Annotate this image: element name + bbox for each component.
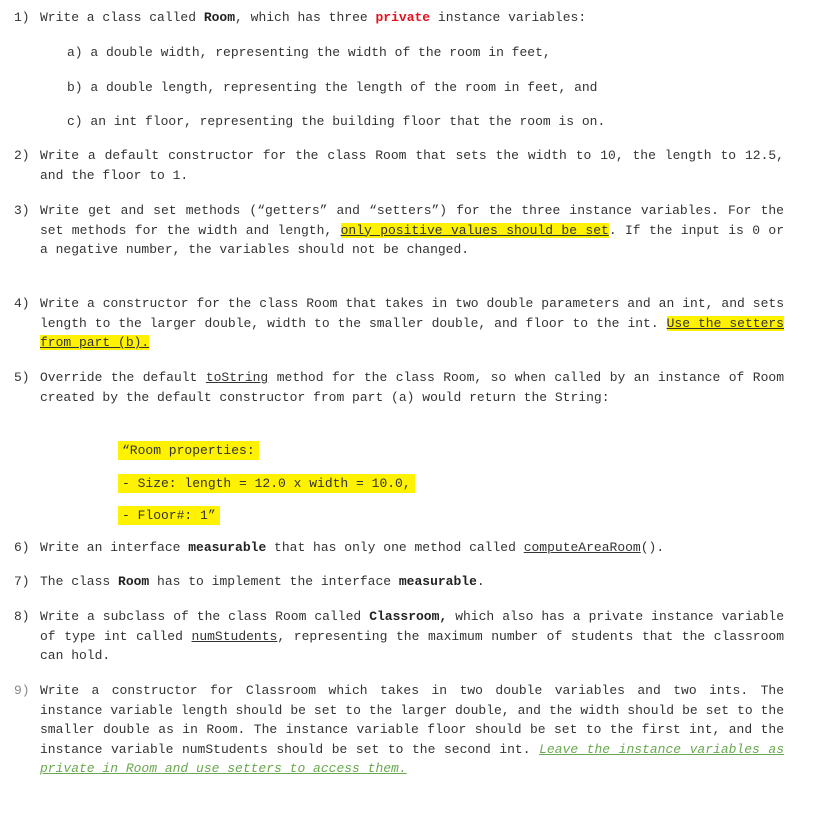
class-name-room: Room bbox=[118, 574, 150, 589]
q6-text-mid: that has only one method called bbox=[266, 540, 524, 555]
output-line-2: - Size: length = 12.0 x width = 10.0, bbox=[118, 474, 415, 493]
q3-text-pre: Write get and set methods (“getters” and “setters”) for the three instance variables. For the set methods for the width and length, bbox=[40, 203, 784, 238]
question-number: 8) bbox=[14, 609, 30, 624]
question-number: 2) bbox=[14, 148, 30, 163]
q3-text-post: . If the input is 0 or a negative number, the variables should not be changed. bbox=[40, 222, 784, 258]
q2-text: Write a default constructor for the class Room that sets the width to 10, the length to 12.5, and the floor to 1. bbox=[40, 148, 784, 183]
question-7 bbox=[14, 572, 784, 592]
question-9 bbox=[14, 681, 784, 779]
question-2 bbox=[14, 146, 784, 185]
highlight-positive-values: only positive values should be set bbox=[340, 222, 609, 238]
q1-text-pre: Write a class called bbox=[40, 10, 204, 25]
question-4 bbox=[14, 294, 784, 353]
question-number: 1) bbox=[14, 10, 30, 25]
question-1a: a) a double width, representing the width of the room in feet, bbox=[67, 45, 551, 60]
q5-text-post: method for the class Room, so when called by an instance of Room created by the default constructor from part (a) would return the String: bbox=[40, 370, 784, 405]
q6-text-pre: Write an interface bbox=[40, 540, 189, 555]
q8-text-post: , representing the maximum number of students that the classroom can hold. bbox=[40, 628, 785, 664]
private-keyword: private bbox=[375, 10, 431, 25]
question-1b: b) a double length, representing the length of the room in feet, and bbox=[67, 80, 598, 95]
q9-text-pre: Write a constructor for Classroom which takes in two double variables and two ints. The instance variable length should be set to the larger double, and the width should be set to the smaller double as in Room. The instance variable floor should be set to the first int, and the instance variable numStudents should be set to the second int. bbox=[40, 683, 784, 757]
highlight-use-setters: Use the setters from part (b). bbox=[40, 315, 784, 351]
class-name-room: Room bbox=[203, 10, 236, 25]
output-line-1: “Room properties: bbox=[118, 441, 259, 460]
class-name-classroom: Classroom, bbox=[369, 609, 448, 624]
q1-text-post: instance variables: bbox=[430, 10, 587, 25]
question-number: 4) bbox=[14, 296, 30, 311]
question-8 bbox=[14, 607, 784, 666]
q1-text-mid: , which has three bbox=[235, 10, 376, 25]
output-line-3: - Floor#: 1” bbox=[118, 506, 220, 525]
q7-text-mid: has to implement the interface bbox=[149, 574, 399, 589]
question-number: 3) bbox=[14, 203, 30, 218]
question-6 bbox=[14, 538, 784, 558]
q6-text-post: (). bbox=[640, 540, 665, 555]
q8-text-mid: which also has a private instance variable of type int called bbox=[40, 609, 784, 644]
question-number: 7) bbox=[14, 574, 30, 589]
q7-text-pre: The class bbox=[40, 574, 119, 589]
interface-measurable: measurable bbox=[188, 540, 267, 555]
question-number: 9) bbox=[14, 683, 30, 698]
question-1 bbox=[14, 8, 784, 28]
question-3 bbox=[14, 201, 784, 260]
question-5 bbox=[14, 368, 784, 407]
method-tostring: toString bbox=[205, 370, 269, 385]
interface-measurable: measurable bbox=[398, 574, 477, 589]
q4-text-pre: Write a constructor for the class Room that takes in two double parameters and an int, and sets length to the larger double, width to the smaller double, and floor to the int. bbox=[40, 296, 784, 331]
q7-text-post: . bbox=[476, 574, 485, 589]
q5-text-pre: Override the default bbox=[40, 370, 206, 385]
note-private-setters: Leave the instance variables as private in Room and use setters to access them. bbox=[40, 741, 784, 777]
question-1c: c) an int floor, representing the building floor that the room is on. bbox=[67, 114, 606, 129]
variable-numstudents: numStudents bbox=[191, 628, 278, 644]
question-number: 6) bbox=[14, 540, 30, 555]
question-number: 5) bbox=[14, 370, 30, 385]
method-computearearoom: computeAreaRoom bbox=[523, 540, 641, 555]
q8-text-pre: Write a subclass of the class Room called bbox=[40, 609, 370, 624]
